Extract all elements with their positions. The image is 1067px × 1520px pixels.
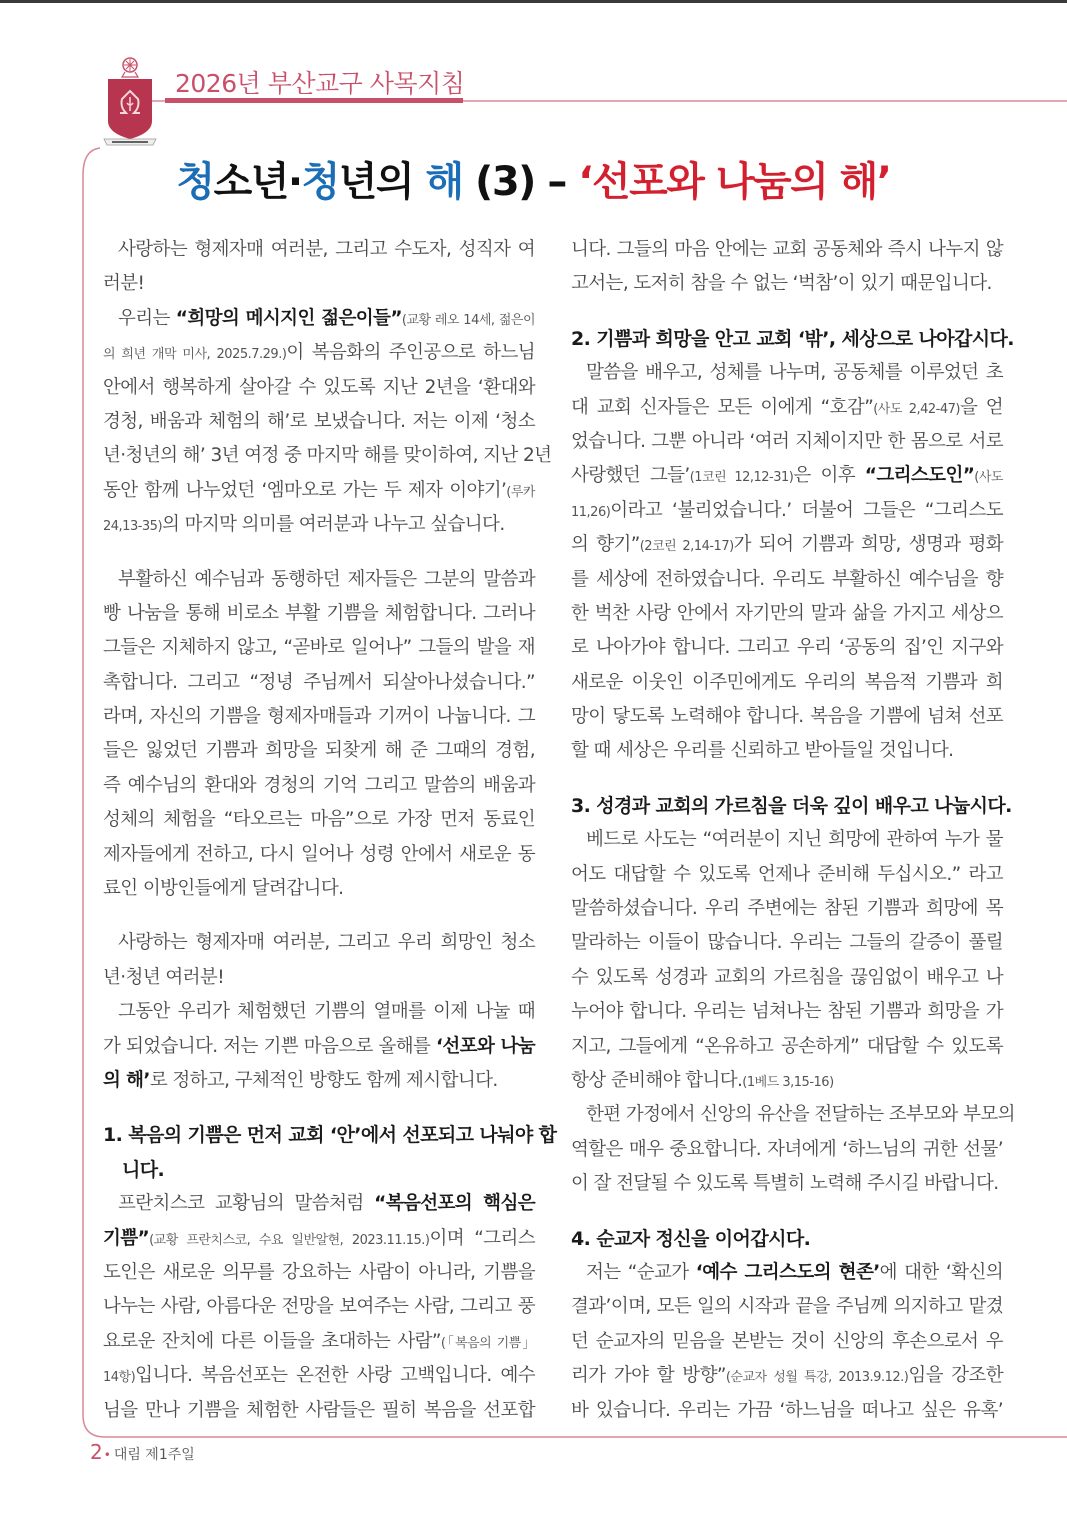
text-line (571, 1359, 1003, 1393)
section-header-title: 2026년 부산교구 사목지침 (175, 69, 465, 98)
text-segment: 년·청년의 해’ 3년 여정 중 마지막 해를 맞이하여, 지난 2년 (103, 445, 552, 467)
text-segment: 나누는 사람, 아름다운 전망을 보여주는 사람, 그리고 풍 (103, 1296, 535, 1318)
text-segment: 성체의 체험을 “타오르는 마음”으로 가장 먼저 동료인 (103, 809, 535, 831)
citation-reference: (1베드 3,15-16) (742, 1074, 834, 1090)
text-line (103, 1064, 535, 1098)
text-segment: 항상 준비해야 합니다. (571, 1069, 743, 1091)
text-line (103, 474, 535, 508)
text-section (571, 322, 1014, 769)
text-segment: 말씀을 배우고, 성체를 나누며, 공동체를 이루었던 초 (586, 362, 1003, 384)
text-line (103, 769, 535, 803)
paragraph (571, 233, 1003, 302)
text-line (571, 926, 1003, 960)
text-segment: 에 대한 ‘확신의 (879, 1261, 1003, 1283)
paragraph (103, 995, 535, 1098)
text-line (103, 336, 535, 370)
text-segment: 요로운 잔치에 다른 이들을 초대하는 사람” (103, 1330, 441, 1352)
text-line (103, 666, 535, 700)
text-line (571, 267, 1003, 301)
title-part: 년의 (338, 159, 426, 205)
text-line (571, 1098, 1015, 1132)
text-line (103, 734, 535, 768)
text-segment: 어도 대답할 수 있도록 언제나 준비해 두십시오.” 라고 (571, 863, 1003, 885)
paragraph (103, 563, 535, 907)
text-section (571, 233, 1003, 302)
text-line (571, 823, 1003, 857)
text-section (103, 926, 535, 1098)
citation-reference: (교황 레오 14세, 젊은이 (401, 312, 535, 328)
text-segment: 수 있도록 성경과 교회의 가르침을 끊임없이 배우고 나 (571, 966, 1003, 988)
text-line (571, 858, 1003, 892)
text-line (103, 597, 535, 631)
text-line (103, 1187, 535, 1221)
text-line (571, 233, 1003, 267)
text-line (103, 302, 535, 336)
text-segment: 4. 순교자 정신을 이어갑시다. (571, 1227, 811, 1250)
section-heading (571, 322, 1014, 356)
text-line (103, 405, 535, 439)
text-segment: 경청, 배움과 체험의 해’로 보냈습니다. 저는 이제 ‘청소 (103, 410, 535, 432)
paragraph (571, 1098, 1015, 1201)
text-segment: 결과’이며, 모든 일의 시작과 끝을 주님께 의지하고 맡겼 (571, 1296, 1003, 1318)
text-line (103, 961, 535, 995)
text-segment: 로 나아가야 합니다. 그리고 우리 ‘공동의 집’인 지구와 (571, 637, 1003, 659)
text-line (103, 1222, 535, 1256)
text-line (103, 439, 552, 473)
title-theme: ‘선포와 나눔의 해’ (578, 159, 891, 205)
text-line (571, 391, 1003, 425)
emphasis-text: “복음선포의 핵심은 (374, 1193, 535, 1215)
text-segment: 프란치스코 교황님의 말씀처럼 (118, 1193, 375, 1215)
citation-reference: 의 희년 개막 미사, 2025.7.29.) (103, 347, 287, 363)
text-segment: 리가 가야 할 방향” (571, 1365, 726, 1387)
text-segment: 이라고 ‘불리었습니다.’ 더불어 그들은 “그리스도 (610, 499, 1003, 521)
text-segment: 1. 복음의 기쁨은 먼저 교회 ‘안’에서 선포되고 나눠야 합 (103, 1124, 557, 1147)
text-segment: 을 얻 (959, 396, 1003, 418)
text-line (571, 459, 1003, 493)
paragraph (103, 233, 535, 302)
text-segment: 동안 함께 나누었던 ‘엠마오로 가는 두 제자 이야기’ (103, 479, 507, 501)
emphasis-text: “그리스도인” (864, 465, 975, 487)
text-segment: 가 되었습니다. 저는 기쁜 마음으로 올해를 (103, 1035, 436, 1057)
text-line (571, 666, 1003, 700)
text-segment: 사랑하는 형제자매 여러분, 그리고 우리 희망인 청소 (118, 932, 535, 954)
text-segment: 이 잘 전달될 수 있도록 특별히 노력해 주시길 바랍니다. (571, 1173, 999, 1195)
text-segment: 대 교회 신자들은 모든 이에게 “호감” (571, 396, 874, 418)
text-segment: 부활하신 예수님과 동행하던 제자들은 그분의 말씀과 (118, 568, 535, 590)
paragraph (571, 356, 1003, 769)
text-section (571, 789, 1015, 1202)
emphasis-text: “희망의 메시지인 젊은이들” (175, 307, 402, 329)
title-part: 소년· (213, 159, 302, 205)
text-segment: 빵 나눔을 통해 비로소 부활 기쁨을 체험합니다. 그러나 (103, 602, 535, 624)
text-segment: 러분! (103, 273, 145, 295)
title-part: 청 (176, 159, 214, 205)
text-segment: 고서는, 도저히 참을 수 없는 ‘벅참’이 있기 때문입니다. (571, 273, 992, 295)
text-line (103, 1256, 535, 1290)
page-number: 2 (90, 1440, 103, 1464)
text-line (571, 1133, 1003, 1167)
text-segment: 사랑했던 그들’ (571, 465, 690, 487)
text-line (103, 1030, 535, 1064)
text-line (103, 926, 535, 960)
emphasis-text: ‘예수 그리스도의 현존’ (695, 1261, 880, 1283)
text-segment: 년·청년 여러분! (103, 966, 225, 988)
emphasis-text: 기쁨” (103, 1227, 150, 1249)
citation-reference: (순교자 성월 특강, 2013.9.12.) (725, 1370, 909, 1386)
section-heading (103, 1118, 557, 1187)
text-segment: 제자들에게 전하고, 다시 일어나 성령 안에서 새로운 동 (103, 843, 535, 865)
text-segment: 누어야 합니다. 우리는 넘쳐나는 참된 기쁨과 희망을 가 (571, 1001, 1003, 1023)
citation-reference: (사도 2,42-47) (873, 401, 960, 417)
text-segment: 의 마지막 의미를 여러분과 나누고 싶습니다. (162, 514, 505, 536)
citation-reference: (「복음의 기쁨」 (440, 1335, 535, 1351)
section-heading (571, 789, 1012, 823)
text-line (103, 1290, 535, 1324)
text-segment: 사랑하는 형제자매 여러분, 그리고 수도자, 성직자 여 (118, 239, 535, 260)
text-line (103, 508, 535, 542)
paragraph (103, 1187, 535, 1428)
text-segment: 가 되어 기쁨과 희망, 생명과 평화 (733, 534, 1003, 556)
citation-reference: (1코린 12,12-31) (689, 470, 794, 486)
text-segment: 안에서 행복하게 살아갈 수 있도록 지난 2년을 ‘환대와 (103, 376, 535, 398)
title-part: 청 (301, 159, 339, 205)
text-segment: 할 때 세상은 우리를 신뢰하고 받아들일 것입니다. (571, 740, 954, 762)
text-section (571, 1222, 1003, 1428)
citation-reference: 11,26) (571, 504, 611, 520)
text-segment: 었습니다. 그뿐 아니라 ‘여러 지체이지만 한 몸으로 서로 (571, 430, 1003, 452)
text-line (103, 872, 535, 906)
text-segment: 그들은 지체하지 않고, “곧바로 일어나” 그들의 발을 재 (103, 637, 535, 659)
text-segment: 도인은 새로운 의무를 강요하는 사람이 아니라, 기쁨을 (103, 1261, 535, 1283)
emphasis-text: 의 해’ (103, 1069, 150, 1091)
page-footer (90, 1440, 195, 1464)
text-line (571, 494, 1003, 528)
text-segment: 임을 강조한 (908, 1365, 1004, 1387)
diocese-emblem-logo (98, 55, 162, 147)
text-segment: 새로운 이웃인 이주민에게도 우리의 복음적 기쁨과 희 (571, 671, 1003, 693)
text-segment: 지고, 그들에게 “온유하고 공손하게” 대답할 수 있도록 (571, 1035, 1003, 1057)
text-segment: 말씀하셨습니다. 우리 주변에는 참된 기쁨과 희망에 목 (571, 898, 1003, 920)
text-segment: 의 향기” (571, 534, 640, 556)
text-line (103, 803, 535, 837)
text-line (103, 838, 535, 872)
text-line (103, 1153, 535, 1187)
text-line (571, 1290, 1003, 1324)
citation-reference: 24,13-35) (103, 519, 163, 535)
text-segment: 한편 가정에서 신앙의 유산을 전달하는 조부모와 부모의 (586, 1104, 1015, 1126)
citation-reference: (교황 프란치스코, 수요 일반알현, 2023.11.15.) (149, 1232, 430, 1248)
text-line (103, 233, 535, 267)
text-line (103, 1394, 535, 1428)
text-line (571, 356, 1003, 390)
text-line (571, 961, 1003, 995)
text-segment: 우리는 (118, 307, 176, 329)
text-line (103, 700, 535, 734)
text-segment: 로 정하고, 구체적인 방향도 함께 제시합니다. (149, 1069, 498, 1091)
text-segment: 저는 “순교가 (586, 1261, 696, 1283)
text-line (571, 1030, 1003, 1064)
text-section (103, 1118, 557, 1428)
citation-reference: (루카 (506, 484, 535, 500)
emphasis-text: ‘선포와 나눔 (435, 1035, 536, 1057)
text-segment: 역할은 매우 중요합니다. 자녀에게 ‘하느님의 귀한 선물’ (571, 1138, 1003, 1160)
text-segment: 입니다. 복음선포는 온전한 사랑 고백입니다. 예수 (135, 1365, 535, 1387)
text-segment: 니다. 그들의 마음 안에는 교회 공동체와 즉시 나누지 않 (571, 239, 1003, 260)
text-line (103, 1359, 535, 1393)
text-segment: 던 순교자의 믿음을 본받는 것이 신앙의 후손으로서 우 (571, 1330, 1003, 1352)
section-heading (571, 1222, 1003, 1256)
text-segment: 3. 성경과 교회의 가르침을 더욱 깊이 배우고 나눕시다. (571, 794, 1012, 817)
text-section (103, 563, 535, 907)
text-line (103, 995, 535, 1029)
left-column (103, 233, 557, 1428)
header-underline (165, 98, 463, 103)
text-line (103, 371, 535, 405)
text-segment: 바 있습니다. 우리는 가끔 ‘하느님을 떠나고 싶은 유혹’ (571, 1399, 1003, 1421)
paragraph (571, 823, 1003, 1098)
paragraph (103, 926, 535, 995)
paragraph (571, 1256, 1003, 1428)
text-line (571, 700, 1003, 734)
text-line (571, 597, 1003, 631)
text-line (103, 631, 535, 665)
text-segment: 은 이후 (793, 465, 865, 487)
text-segment: 료인 이방인들에게 달려갑니다. (103, 878, 344, 900)
text-line (103, 563, 535, 597)
text-line (103, 267, 535, 301)
text-segment: 들은 잃었던 기쁨과 희망을 되찾게 해 준 그때의 경험, (103, 740, 535, 762)
title-part: (3) – (462, 159, 579, 205)
text-segment: 니다. (122, 1158, 165, 1181)
text-line (571, 892, 1003, 926)
text-segment: 망이 닿도록 노력해야 합니다. 복음을 기쁨에 넘쳐 선포 (571, 706, 1003, 728)
text-line (571, 734, 1003, 768)
text-segment: 베드로 사도는 “여러분이 지닌 희망에 관하여 누가 물 (586, 829, 1003, 851)
text-section (103, 233, 552, 543)
paragraph (103, 302, 552, 543)
text-line (571, 322, 1014, 356)
footer-bullet: • (103, 1448, 111, 1462)
text-segment: 라며, 자신의 기쁨을 형제자매들과 기꺼이 나눕니다. 그 (103, 706, 535, 728)
right-column (571, 233, 1015, 1428)
text-segment: 그동안 우리가 체험했던 기쁨의 열매를 이제 나눌 때 (118, 1001, 535, 1023)
text-line (571, 1394, 1003, 1428)
text-line (103, 1118, 557, 1152)
text-line (571, 1064, 1003, 1098)
text-line (571, 631, 1003, 665)
text-line (571, 995, 1003, 1029)
text-segment: 이 복음화의 주인공으로 하느님 (286, 342, 535, 364)
text-line (571, 1222, 1003, 1256)
citation-reference: (2코린 2,14-17) (639, 539, 734, 555)
text-line (571, 1256, 1003, 1290)
title-part: 해 (425, 159, 463, 205)
text-line (571, 1325, 1003, 1359)
citation-reference: (사도 (974, 470, 1003, 486)
text-line (571, 563, 1003, 597)
text-segment: 즉 예수님의 환대와 경청의 기억 그리고 말씀의 배움과 (103, 774, 535, 796)
text-segment: 이며 “그리스 (429, 1227, 535, 1249)
citation-reference: 14항) (103, 1370, 136, 1386)
text-segment: 말라하는 이들이 많습니다. 우리는 그들의 갈증이 풀릴 (571, 932, 1003, 954)
text-segment: 를 세상에 전하였습니다. 우리도 부활하신 예수님을 향 (571, 568, 1003, 590)
text-line (571, 1167, 1003, 1201)
text-segment: 한 벅찬 사랑 안에서 자기만의 말과 삶을 가지고 세상으 (571, 602, 1003, 624)
text-line (571, 425, 1003, 459)
page-title (0, 150, 1067, 207)
text-segment: 2. 기쁨과 희망을 안고 교회 ‘밖’, 세상으로 나아갑시다. (571, 327, 1014, 350)
text-segment: 님을 만나 기쁨을 체험한 사람들은 필히 복음을 선포합 (103, 1399, 535, 1421)
text-line (571, 528, 1003, 562)
liturgical-week: 대림 제1주일 (113, 1447, 195, 1463)
text-line (103, 1325, 535, 1359)
text-segment: 촉합니다. 그리고 “정녕 주님께서 되살아나셨습니다.” (103, 671, 535, 693)
text-line (571, 789, 1012, 823)
